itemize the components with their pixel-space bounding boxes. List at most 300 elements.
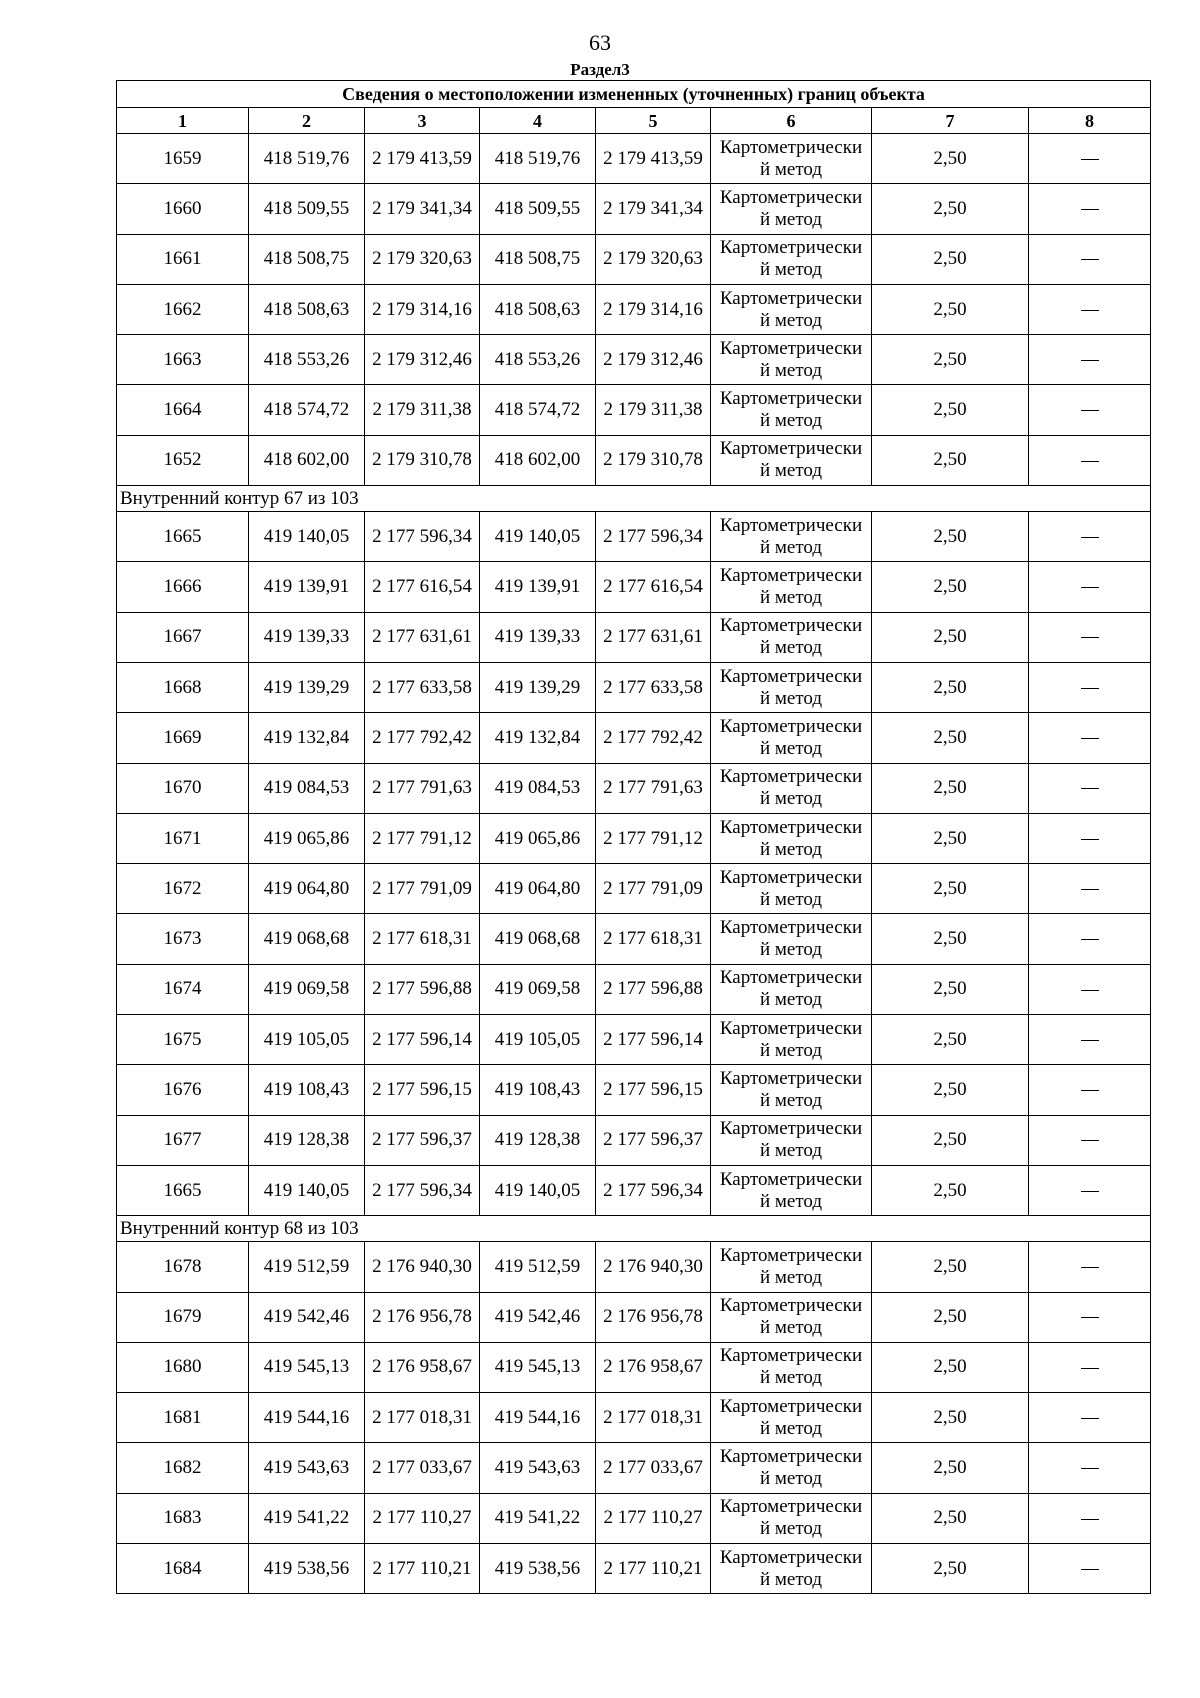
y-new-cell: 2 177 033,67 [596,1443,711,1493]
x-new-cell: 419 108,43 [480,1065,596,1115]
method-cell [711,1493,872,1543]
method-line-2: й метод [759,788,823,810]
method-line-2: й метод [759,208,823,230]
dash-mark [1081,939,1099,940]
y-old-cell: 2 177 033,67 [365,1443,480,1493]
y-old-cell: 2 177 633,58 [365,662,480,712]
accuracy-cell: 2,50 [872,864,1029,914]
x-new-cell: 418 508,63 [480,284,596,334]
y-old-cell: 2 177 596,34 [365,512,480,562]
column-number: 7 [872,108,1029,134]
table-row [117,1015,1151,1065]
method-cell [711,1115,872,1165]
method-cell [711,964,872,1014]
method-line-2: й метод [759,309,823,331]
x-old-cell: 419 140,05 [249,512,365,562]
x-new-cell: 418 508,75 [480,234,596,284]
method-cell [711,1065,872,1115]
x-old-cell: 419 068,68 [249,914,365,964]
y-new-cell: 2 177 596,15 [596,1065,711,1115]
x-new-cell: 419 139,33 [480,612,596,662]
method-cell [711,1443,872,1493]
point-number-cell: 1666 [117,562,249,612]
x-old-cell: 418 574,72 [249,385,365,435]
method-line-2: й метод [759,687,823,709]
method-line-1: Картометрически [719,1546,863,1568]
y-old-cell: 2 179 320,63 [365,234,480,284]
y-old-cell: 2 177 018,31 [365,1393,480,1443]
x-new-cell: 419 543,63 [480,1443,596,1493]
point-number-cell: 1679 [117,1292,249,1342]
description-cell [1029,1292,1151,1342]
y-old-cell: 2 177 792,42 [365,713,480,763]
point-number-cell: 1663 [117,335,249,385]
table-row [117,1544,1151,1594]
description-cell [1029,914,1151,964]
description-cell [1029,1342,1151,1392]
point-number-cell: 1673 [117,914,249,964]
dash-mark [1081,839,1099,840]
dash-mark [1081,1317,1099,1318]
x-old-cell: 418 602,00 [249,435,365,485]
table-row [117,813,1151,863]
dash-mark [1081,587,1099,588]
accuracy-cell: 2,50 [872,385,1029,435]
description-cell [1029,385,1151,435]
x-old-cell: 419 139,33 [249,612,365,662]
table-row [117,1493,1151,1543]
dash-mark [1081,1140,1099,1141]
x-new-cell: 419 538,56 [480,1544,596,1594]
method-cell [711,385,872,435]
y-old-cell: 2 176 958,67 [365,1342,480,1392]
x-old-cell: 419 069,58 [249,964,365,1014]
point-number-cell: 1674 [117,964,249,1014]
method-line-2: й метод [759,410,823,432]
x-old-cell: 419 132,84 [249,713,365,763]
method-cell [711,234,872,284]
method-line-1: Картометрически [719,1118,863,1140]
accuracy-cell: 2,50 [872,184,1029,234]
accuracy-cell: 2,50 [872,612,1029,662]
y-old-cell: 2 177 596,34 [365,1165,480,1215]
y-old-cell: 2 179 310,78 [365,435,480,485]
table-row [117,1242,1151,1292]
method-line-1: Картометрически [719,337,863,359]
x-old-cell: 419 541,22 [249,1493,365,1543]
table-row [117,234,1151,284]
y-new-cell: 2 177 596,37 [596,1115,711,1165]
y-old-cell: 2 177 596,15 [365,1065,480,1115]
method-line-1: Картометрически [719,615,863,637]
point-number-cell: 1652 [117,435,249,485]
x-new-cell: 419 512,59 [480,1242,596,1292]
y-new-cell: 2 176 958,67 [596,1342,711,1392]
x-old-cell: 419 139,29 [249,662,365,712]
x-old-cell: 419 064,80 [249,864,365,914]
contour-label: Внутренний контур 67 из 103 [117,486,1151,512]
method-line-2: й метод [759,1190,823,1212]
accuracy-cell: 2,50 [872,284,1029,334]
y-old-cell: 2 179 341,34 [365,184,480,234]
y-new-cell: 2 177 633,58 [596,662,711,712]
point-number-cell: 1660 [117,184,249,234]
method-line-2: й метод [759,359,823,381]
y-new-cell: 2 177 596,14 [596,1015,711,1065]
method-line-2: й метод [759,259,823,281]
accuracy-cell: 2,50 [872,1493,1029,1543]
method-line-1: Картометрически [719,866,863,888]
method-line-1: Картометрически [719,715,863,737]
table-row [117,385,1151,435]
description-cell [1029,864,1151,914]
table-row [117,435,1151,485]
y-new-cell: 2 177 596,34 [596,512,711,562]
accuracy-cell: 2,50 [872,234,1029,284]
description-cell [1029,1165,1151,1215]
method-cell [711,435,872,485]
method-line-1: Картометрически [719,1446,863,1468]
y-new-cell: 2 179 320,63 [596,234,711,284]
dash-mark [1081,209,1099,210]
page-number: 63 [589,30,611,55]
contour-label: Внутренний контур 68 из 103 [117,1216,1151,1242]
method-line-2: й метод [759,989,823,1011]
x-old-cell: 419 084,53 [249,763,365,813]
dash-mark [1081,788,1099,789]
x-new-cell: 419 545,13 [480,1342,596,1392]
dash-mark [1081,990,1099,991]
table-row [117,612,1151,662]
y-new-cell: 2 176 956,78 [596,1292,711,1342]
dash-mark [1081,461,1099,462]
description-cell [1029,134,1151,184]
x-new-cell: 419 139,29 [480,662,596,712]
method-line-1: Картометрически [719,186,863,208]
point-number-cell: 1683 [117,1493,249,1543]
y-new-cell: 2 179 341,34 [596,184,711,234]
method-cell [711,184,872,234]
description-cell [1029,964,1151,1014]
accuracy-cell: 2,50 [872,1292,1029,1342]
contour-header-row [117,486,1151,512]
method-line-1: Картометрически [719,565,863,587]
x-new-cell: 419 069,58 [480,964,596,1014]
method-line-1: Картометрически [719,1244,863,1266]
dash-mark [1081,1468,1099,1469]
point-number-cell: 1664 [117,385,249,435]
y-new-cell: 2 179 310,78 [596,435,711,485]
method-line-2: й метод [759,1039,823,1061]
table-row [117,864,1151,914]
point-number-cell: 1684 [117,1544,249,1594]
x-old-cell: 419 545,13 [249,1342,365,1392]
method-line-1: Картометрически [719,1496,863,1518]
method-line-1: Картометрически [719,1395,863,1417]
point-number-cell: 1678 [117,1242,249,1292]
table-caption-row [117,81,1151,108]
x-old-cell: 418 508,63 [249,284,365,334]
column-number: 6 [711,108,872,134]
description-cell [1029,184,1151,234]
y-new-cell: 2 177 616,54 [596,562,711,612]
y-new-cell: 2 177 596,34 [596,1165,711,1215]
description-cell [1029,763,1151,813]
description-cell [1029,1493,1151,1543]
method-cell [711,512,872,562]
method-line-1: Картометрически [719,388,863,410]
method-line-1: Картометрически [719,917,863,939]
point-number-cell: 1675 [117,1015,249,1065]
dash-mark [1081,1040,1099,1041]
accuracy-cell: 2,50 [872,964,1029,1014]
x-old-cell: 419 105,05 [249,1015,365,1065]
method-line-2: й метод [759,1317,823,1339]
table-row [117,914,1151,964]
column-number: 2 [249,108,365,134]
x-old-cell: 419 128,38 [249,1115,365,1165]
y-old-cell: 2 179 314,16 [365,284,480,334]
y-new-cell: 2 177 596,88 [596,964,711,1014]
y-old-cell: 2 177 110,21 [365,1544,480,1594]
description-cell [1029,1015,1151,1065]
dash-mark [1081,1519,1099,1520]
description-cell [1029,435,1151,485]
point-number-cell: 1680 [117,1342,249,1392]
x-old-cell: 419 139,91 [249,562,365,612]
y-new-cell: 2 177 791,12 [596,813,711,863]
method-line-2: й метод [759,587,823,609]
x-new-cell: 418 519,76 [480,134,596,184]
y-new-cell: 2 177 018,31 [596,1393,711,1443]
method-line-1: Картометрически [719,665,863,687]
table-row [117,1393,1151,1443]
dash-mark [1081,1191,1099,1192]
x-new-cell: 419 139,91 [480,562,596,612]
description-cell [1029,612,1151,662]
point-number-cell: 1665 [117,1165,249,1215]
dash-mark [1081,1569,1099,1570]
dash-mark [1081,1090,1099,1091]
method-cell [711,1544,872,1594]
x-old-cell: 419 512,59 [249,1242,365,1292]
description-cell [1029,813,1151,863]
method-cell [711,713,872,763]
method-cell [711,1015,872,1065]
method-cell [711,763,872,813]
x-new-cell: 419 542,46 [480,1292,596,1342]
table-row [117,184,1151,234]
point-number-cell: 1676 [117,1065,249,1115]
x-new-cell: 419 544,16 [480,1393,596,1443]
method-cell [711,1165,872,1215]
y-old-cell: 2 176 956,78 [365,1292,480,1342]
description-cell [1029,713,1151,763]
dash-mark [1081,1418,1099,1419]
method-line-2: й метод [759,1140,823,1162]
y-new-cell: 2 177 110,27 [596,1493,711,1543]
accuracy-cell: 2,50 [872,713,1029,763]
table-row [117,1342,1151,1392]
accuracy-cell: 2,50 [872,662,1029,712]
y-old-cell: 2 177 618,31 [365,914,480,964]
table-row [117,512,1151,562]
accuracy-cell: 2,50 [872,1393,1029,1443]
accuracy-cell: 2,50 [872,1443,1029,1493]
table-row [117,134,1151,184]
point-number-cell: 1668 [117,662,249,712]
method-cell [711,562,872,612]
point-number-cell: 1681 [117,1393,249,1443]
x-old-cell: 418 519,76 [249,134,365,184]
accuracy-cell: 2,50 [872,512,1029,562]
method-line-2: й метод [759,737,823,759]
boundary-table [116,80,1151,1594]
x-new-cell: 419 068,68 [480,914,596,964]
method-line-2: й метод [759,1468,823,1490]
y-old-cell: 2 177 791,63 [365,763,480,813]
method-cell [711,1342,872,1392]
table-row [117,1443,1151,1493]
dash-mark [1081,688,1099,689]
method-line-2: й метод [759,939,823,961]
x-old-cell: 419 542,46 [249,1292,365,1342]
accuracy-cell: 2,50 [872,1015,1029,1065]
dash-mark [1081,889,1099,890]
method-cell [711,1292,872,1342]
accuracy-cell: 2,50 [872,813,1029,863]
point-number-cell: 1671 [117,813,249,863]
accuracy-cell: 2,50 [872,335,1029,385]
method-line-2: й метод [759,536,823,558]
description-cell [1029,335,1151,385]
method-line-2: й метод [759,158,823,180]
accuracy-cell: 2,50 [872,1065,1029,1115]
x-new-cell: 419 064,80 [480,864,596,914]
x-new-cell: 419 105,05 [480,1015,596,1065]
y-old-cell: 2 179 311,38 [365,385,480,435]
accuracy-cell: 2,50 [872,763,1029,813]
column-number: 3 [365,108,480,134]
y-old-cell: 2 177 791,12 [365,813,480,863]
x-new-cell: 419 084,53 [480,763,596,813]
y-old-cell: 2 177 791,09 [365,864,480,914]
dash-mark [1081,259,1099,260]
x-new-cell: 418 553,26 [480,335,596,385]
method-line-1: Картометрически [719,237,863,259]
table-row [117,1115,1151,1165]
y-new-cell: 2 179 314,16 [596,284,711,334]
method-line-1: Картометрически [719,1017,863,1039]
y-new-cell: 2 177 110,21 [596,1544,711,1594]
dash-mark [1081,1368,1099,1369]
dash-mark [1081,360,1099,361]
table-row [117,1292,1151,1342]
table-row [117,964,1151,1014]
description-cell [1029,1393,1151,1443]
section-title: Раздел3 [570,60,630,79]
description-cell [1029,512,1151,562]
method-line-2: й метод [759,1417,823,1439]
x-old-cell: 419 543,63 [249,1443,365,1493]
contour-header-row [117,1216,1151,1242]
description-cell [1029,562,1151,612]
y-old-cell: 2 179 312,46 [365,335,480,385]
description-cell [1029,1242,1151,1292]
method-cell [711,1242,872,1292]
table-row [117,284,1151,334]
column-number: 8 [1029,108,1151,134]
method-line-1: Картометрически [719,1168,863,1190]
y-old-cell: 2 177 596,88 [365,964,480,1014]
point-number-cell: 1669 [117,713,249,763]
y-new-cell: 2 179 413,59 [596,134,711,184]
y-old-cell: 2 179 413,59 [365,134,480,184]
accuracy-cell: 2,50 [872,1544,1029,1594]
table-row [117,662,1151,712]
x-new-cell: 419 140,05 [480,512,596,562]
point-number-cell: 1677 [117,1115,249,1165]
method-cell [711,1393,872,1443]
y-new-cell: 2 179 312,46 [596,335,711,385]
x-old-cell: 419 544,16 [249,1393,365,1443]
method-line-1: Картометрически [719,816,863,838]
point-number-cell: 1659 [117,134,249,184]
method-cell [711,864,872,914]
y-old-cell: 2 177 596,37 [365,1115,480,1165]
method-cell [711,914,872,964]
method-line-2: й метод [759,888,823,910]
x-new-cell: 419 140,05 [480,1165,596,1215]
method-line-2: й метод [759,1266,823,1288]
column-number-row [117,108,1151,134]
x-new-cell: 418 574,72 [480,385,596,435]
y-old-cell: 2 177 616,54 [365,562,480,612]
method-line-1: Картометрически [719,514,863,536]
dash-mark [1081,637,1099,638]
x-new-cell: 418 602,00 [480,435,596,485]
x-new-cell: 418 509,55 [480,184,596,234]
point-number-cell: 1665 [117,512,249,562]
point-number-cell: 1667 [117,612,249,662]
method-cell [711,813,872,863]
method-line-1: Картометрически [719,1345,863,1367]
accuracy-cell: 2,50 [872,1165,1029,1215]
description-cell [1029,1443,1151,1493]
method-line-1: Картометрически [719,1295,863,1317]
table-row [117,335,1151,385]
accuracy-cell: 2,50 [872,1115,1029,1165]
dash-mark [1081,738,1099,739]
y-old-cell: 2 177 631,61 [365,612,480,662]
method-line-2: й метод [759,637,823,659]
table-row [117,1065,1151,1115]
point-number-cell: 1672 [117,864,249,914]
dash-mark [1081,1267,1099,1268]
method-line-1: Картометрически [719,1067,863,1089]
accuracy-cell: 2,50 [872,562,1029,612]
method-line-2: й метод [759,838,823,860]
x-old-cell: 419 065,86 [249,813,365,863]
x-new-cell: 419 541,22 [480,1493,596,1543]
y-old-cell: 2 177 596,14 [365,1015,480,1065]
table-caption: Сведения о местоположении измененных (уточненных) границ объекта [117,81,1151,108]
y-new-cell: 2 177 631,61 [596,612,711,662]
x-old-cell: 418 553,26 [249,335,365,385]
method-line-2: й метод [759,1367,823,1389]
column-number: 4 [480,108,596,134]
column-number: 5 [596,108,711,134]
